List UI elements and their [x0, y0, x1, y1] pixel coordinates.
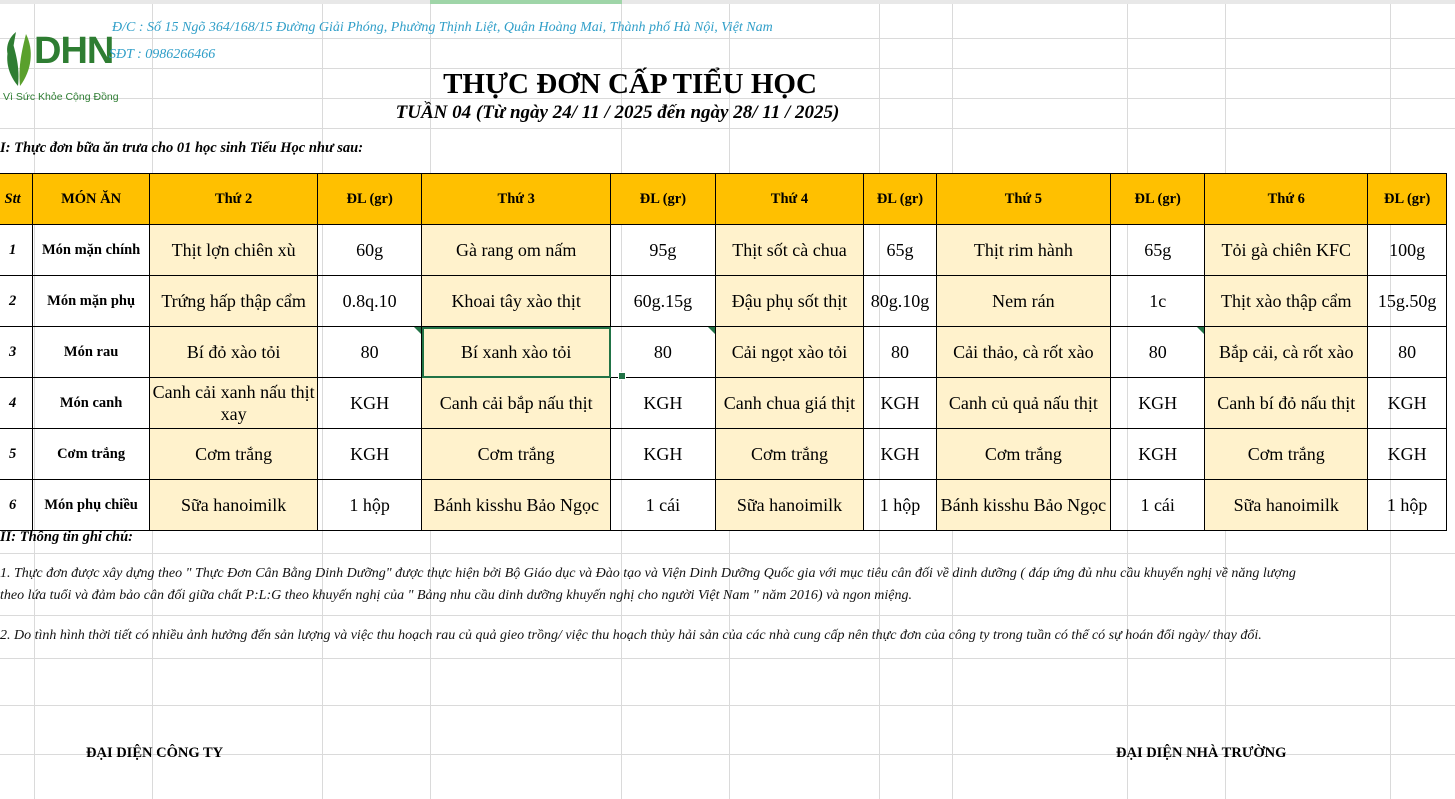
dish-cell[interactable]: Sữa hanoimilk [715, 480, 864, 531]
dish-cell[interactable]: Cơm trắng [936, 429, 1111, 480]
amount-cell[interactable]: 1 cái [611, 480, 715, 531]
stt-cell[interactable]: 4 [0, 378, 33, 429]
header-cell-mon-an[interactable]: MÓN ĂN [33, 174, 150, 225]
table-row [0, 276, 1447, 327]
dish-cell[interactable]: Canh chua giá thịt [715, 378, 864, 429]
dish-cell[interactable]: Sữa hanoimilk [149, 480, 317, 531]
dish-cell[interactable]: Cơm trắng [422, 429, 611, 480]
dish-cell[interactable]: Cải thảo, cà rốt xào [936, 327, 1111, 378]
header-cell-thu-4[interactable]: Thứ 4 [715, 174, 864, 225]
dish-type-cell[interactable]: Món mặn phụ [33, 276, 150, 327]
header-cell-dl-thu-6[interactable]: ĐL (gr) [1368, 174, 1447, 225]
amount-cell[interactable]: 1 cái [1111, 480, 1205, 531]
dish-cell[interactable]: Bắp cải, cà rốt xào [1205, 327, 1368, 378]
amount-cell[interactable]: 1 hộp [318, 480, 422, 531]
amount-cell[interactable]: KGH [318, 378, 422, 429]
table-row [0, 327, 1447, 378]
dish-cell[interactable]: Đậu phụ sốt thịt [715, 276, 864, 327]
dish-cell[interactable]: Sữa hanoimilk [1205, 480, 1368, 531]
dish-cell[interactable]: Bánh kisshu Bảo Ngọc [936, 480, 1111, 531]
amount-cell[interactable]: 1 hộp [1368, 480, 1447, 531]
stt-cell[interactable]: 6 [0, 480, 33, 531]
logo-slogan: Vì Sức Khỏe Cộng Đồng [3, 91, 119, 103]
dish-cell[interactable]: Canh cải xanh nấu thịt xay [149, 378, 317, 429]
amount-cell[interactable]: 80 [318, 327, 422, 378]
amount-cell[interactable]: 15g.50g [1368, 276, 1447, 327]
amount-cell[interactable]: 80g.10g [864, 276, 936, 327]
dish-cell[interactable]: Canh củ quả nấu thịt [936, 378, 1111, 429]
amount-cell[interactable]: 1c [1111, 276, 1205, 327]
dish-cell[interactable]: Cơm trắng [715, 429, 864, 480]
company-address: Đ/C : Số 15 Ngõ 364/168/15 Đường Giải Phóng, Phường Thịnh Liệt, Quận Hoàng Mai, Thành phố Hà Nội, Việt Nam [112, 20, 773, 35]
header-cell-thu-6[interactable]: Thứ 6 [1205, 174, 1368, 225]
note-1-line-1: 1. Thực đơn được xây dựng theo " Thực Đơn Cân Bằng Dinh Dưỡng" được thực hiện bởi Bộ Giáo dục và Đào tạo và Viện Dinh Dưỡng Quốc gia với mục tiêu cân đối về dinh dưỡng ( đáp ứng đủ nhu cầu khuyến nghị về năng lượng [0, 566, 1296, 581]
dish-cell[interactable]: Tỏi gà chiên KFC [1205, 225, 1368, 276]
dish-type-cell[interactable]: Cơm trắng [33, 429, 150, 480]
amount-cell[interactable]: 100g [1368, 225, 1447, 276]
note-2: 2. Do tình hình thời tiết có nhiều ảnh hưởng đến sản lượng và việc thu hoạch rau củ quả gieo trồng/ việc thu hoạch thủy hải sản của các nhà cung cấp nên thực đơn của công ty trong tuần có thể có sự hoán đổi ngày/ thay đổi. [0, 628, 1262, 643]
menu-table [0, 173, 1447, 531]
dish-cell[interactable]: Trứng hấp thập cẩm [149, 276, 317, 327]
header-cell-stt[interactable]: Stt [0, 174, 33, 225]
fill-handle[interactable] [618, 372, 626, 380]
amount-cell[interactable]: KGH [864, 429, 936, 480]
amount-cell[interactable]: 95g [611, 225, 715, 276]
dish-type-cell[interactable]: Món canh [33, 378, 150, 429]
amount-cell[interactable]: KGH [1368, 429, 1447, 480]
amount-cell[interactable]: KGH [1368, 378, 1447, 429]
amount-cell[interactable]: KGH [318, 429, 422, 480]
amount-cell[interactable]: 0.8q.10 [318, 276, 422, 327]
page-title: THỰC ĐƠN CẤP TIỂU HỌC [443, 68, 817, 100]
header-cell-thu-5[interactable]: Thứ 5 [936, 174, 1111, 225]
dish-cell[interactable]: Cải ngọt xào tỏi [715, 327, 864, 378]
dish-cell[interactable]: Thịt xào thập cẩm [1205, 276, 1368, 327]
dish-cell[interactable]: Thịt lợn chiên xù [149, 225, 317, 276]
selected-cell[interactable]: Bí xanh xào tỏi [422, 327, 611, 378]
section-heading-notes: II: Thông tin ghi chú: [0, 529, 133, 545]
stt-cell[interactable]: 3 [0, 327, 33, 378]
table-row [0, 480, 1447, 531]
dish-cell[interactable]: Canh bí đỏ nấu thịt [1205, 378, 1368, 429]
dish-cell[interactable]: Bánh kisshu Bảo Ngọc [422, 480, 611, 531]
dish-cell[interactable]: Khoai tây xào thịt [422, 276, 611, 327]
amount-cell[interactable]: 80 [1111, 327, 1205, 378]
note-1-line-2: theo lứa tuổi và đảm bảo cân đối giữa chất P:L:G theo khuyến nghị của " Bảng nhu cầu dinh dưỡng khuyến nghị cho người Việt Nam " năm 2016) và ngon miệng. [0, 588, 913, 603]
header-cell-dl-thu-2[interactable]: ĐL (gr) [318, 174, 422, 225]
amount-cell[interactable]: 60g [318, 225, 422, 276]
logo-text: DHN [34, 30, 114, 72]
dish-cell[interactable]: Thịt rim hành [936, 225, 1111, 276]
amount-cell[interactable]: KGH [864, 378, 936, 429]
header-cell-dl-thu-3[interactable]: ĐL (gr) [611, 174, 715, 225]
header-cell-thu-2[interactable]: Thứ 2 [149, 174, 317, 225]
stt-cell[interactable]: 5 [0, 429, 33, 480]
column-header-strip [0, 0, 1455, 4]
amount-cell[interactable]: 60g.15g [611, 276, 715, 327]
dish-cell[interactable]: Bí đỏ xào tỏi [149, 327, 317, 378]
amount-cell[interactable]: KGH [611, 378, 715, 429]
amount-cell[interactable]: 80 [1368, 327, 1447, 378]
table-row [0, 225, 1447, 276]
company-representative-label: ĐẠI DIỆN CÔNG TY [86, 745, 224, 761]
week-subtitle: TUẦN 04 (Từ ngày 24/ 11 / 2025 đến ngày 28/ 11 / 2025) [395, 102, 840, 123]
amount-cell[interactable]: 65g [1111, 225, 1205, 276]
amount-cell[interactable]: KGH [1111, 378, 1205, 429]
header-cell-dl-thu-5[interactable]: ĐL (gr) [1111, 174, 1205, 225]
dish-cell[interactable]: Nem rán [936, 276, 1111, 327]
school-representative-label: ĐẠI DIỆN NHÀ TRƯỜNG [1116, 745, 1287, 761]
amount-cell[interactable]: 1 hộp [864, 480, 936, 531]
dish-type-cell[interactable]: Món phụ chiều [33, 480, 150, 531]
dish-type-cell[interactable]: Món rau [33, 327, 150, 378]
amount-cell[interactable]: KGH [1111, 429, 1205, 480]
amount-cell[interactable]: 80 [864, 327, 936, 378]
header-cell-thu-3[interactable]: Thứ 3 [422, 174, 611, 225]
table-row [0, 378, 1447, 429]
stt-cell[interactable]: 2 [0, 276, 33, 327]
company-phone: SĐT : 0986266466 [109, 47, 216, 62]
dish-cell[interactable]: Cơm trắng [149, 429, 317, 480]
dish-type-cell[interactable]: Món mặn chính [33, 225, 150, 276]
dish-cell[interactable]: Canh cải bắp nấu thịt [422, 378, 611, 429]
dish-cell[interactable]: Thịt sốt cà chua [715, 225, 864, 276]
stt-cell[interactable]: 1 [0, 225, 33, 276]
table-header-row [0, 174, 1447, 225]
section-heading-menu: I: Thực đơn bữa ăn trưa cho 01 học sinh Tiểu Học như sau: [0, 140, 364, 156]
header-cell-dl-thu-4[interactable]: ĐL (gr) [864, 174, 936, 225]
table-row [0, 429, 1447, 480]
amount-cell[interactable]: KGH [611, 429, 715, 480]
note-1 [0, 563, 1455, 607]
amount-cell[interactable]: 80 [611, 327, 715, 378]
dish-cell[interactable]: Cơm trắng [1205, 429, 1368, 480]
amount-cell[interactable]: 65g [864, 225, 936, 276]
dish-cell[interactable]: Gà rang om nấm [422, 225, 611, 276]
